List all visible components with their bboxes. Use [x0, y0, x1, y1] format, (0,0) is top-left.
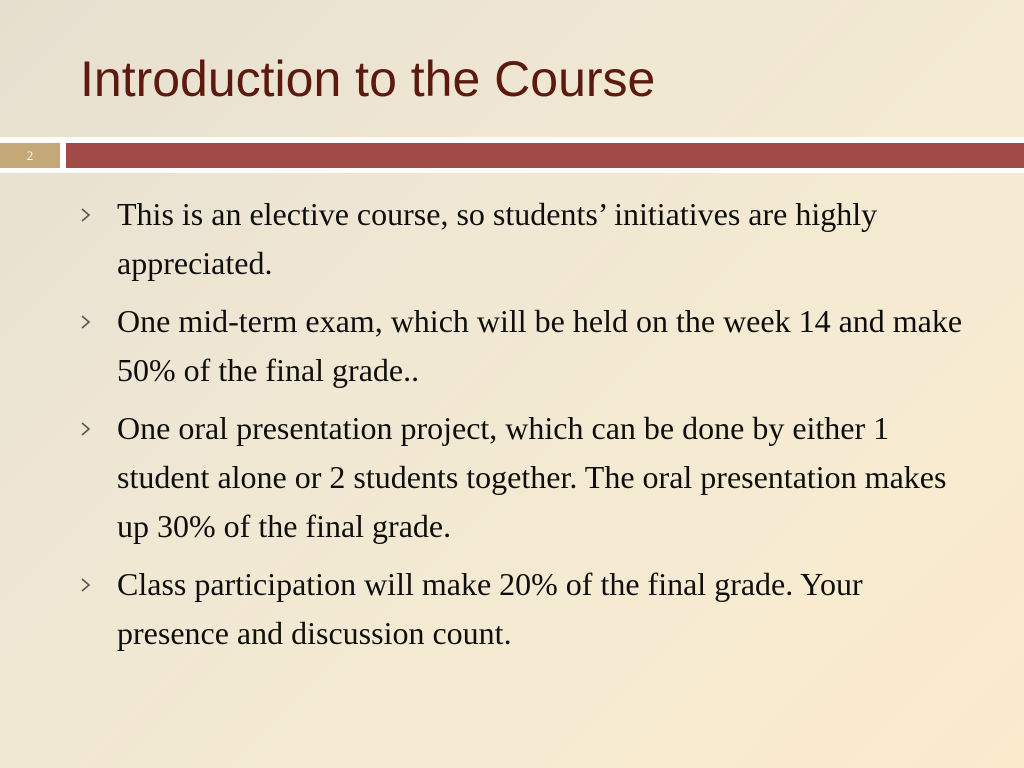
bullet-list	[80, 190, 980, 667]
chevron-right-icon	[80, 208, 91, 222]
bullet-text: Class participation will make 20% of the final grade. Your presence and discussion count.	[117, 566, 863, 651]
bullet-item	[80, 190, 980, 288]
accent-bar	[66, 143, 1024, 168]
bullet-text: One oral presentation project, which can be done by either 1 student alone or 2 students together. The oral presentation makes up 30% of the final grade.	[117, 410, 947, 544]
chevron-right-icon	[80, 578, 91, 592]
chevron-right-icon	[80, 422, 91, 436]
slide-number: 2	[0, 143, 60, 168]
bullet-item	[80, 297, 980, 395]
bullet-item	[80, 560, 980, 658]
bullet-text: One mid-term exam, which will be held on the week 14 and make 50% of the final grade..	[117, 303, 963, 388]
bullet-text: This is an elective course, so students’ initiatives are highly appreciated.	[117, 196, 878, 281]
slide-title: Introduction to the Course	[80, 51, 656, 107]
chevron-right-icon	[80, 315, 91, 329]
bullet-item	[80, 404, 980, 551]
